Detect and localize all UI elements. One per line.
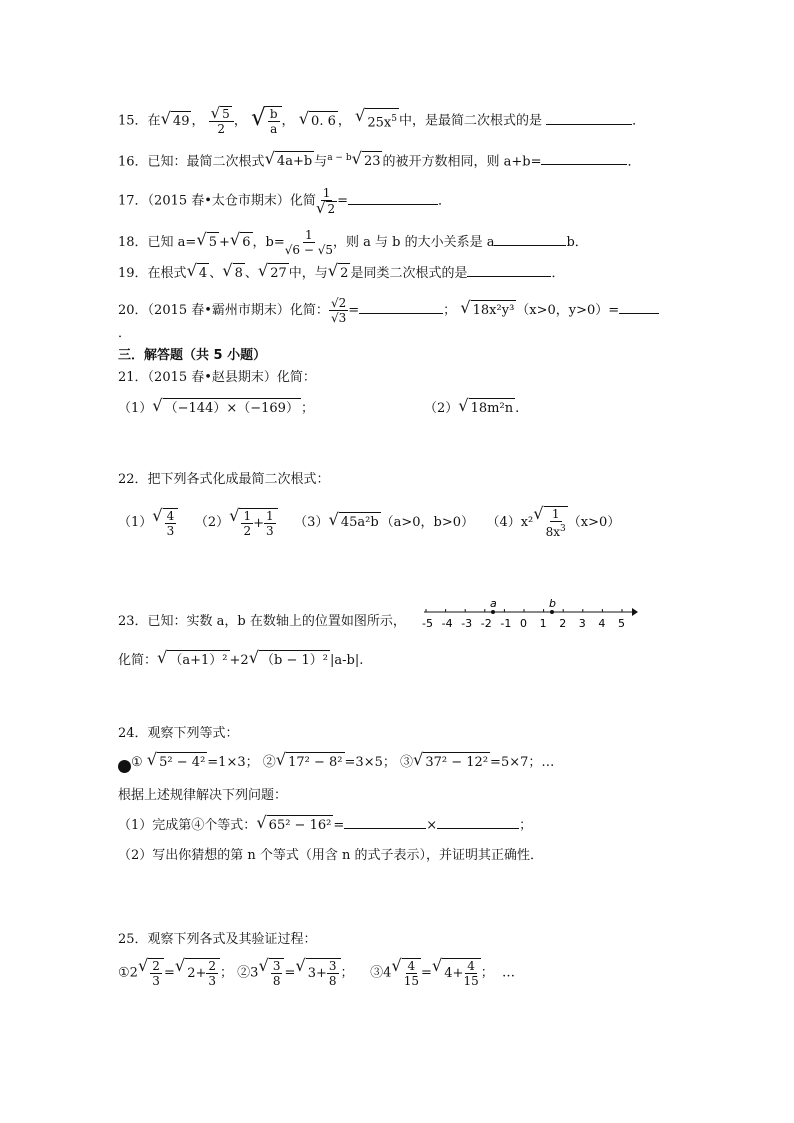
question-25: 25．观察下列各式及其验证过程： — [118, 932, 317, 947]
answer-blank[interactable] — [546, 110, 632, 125]
question-24: 24．观察下列等式： — [118, 726, 239, 741]
answer-blank[interactable] — [348, 190, 438, 205]
answer-blank[interactable] — [437, 814, 519, 829]
label-a: a — [490, 598, 497, 610]
tick-label: -2 — [480, 617, 492, 630]
point-a — [491, 610, 495, 614]
question-23: 23．已知：实数 a，b 在数轴上的位置如图所示， — [118, 614, 406, 629]
question-18: 18．已知 a= √ 5 + √ 6 ，b= $\frac{1}{√6 - √5}$ ，则 a 与 b 的大小关系是 a b． — [118, 228, 588, 257]
question-15: 15．在 √ 49 ， √ 5 2 ， √ $\frac{b}{a}$ ， √ 0. 6 ， √ $25x^5$ 中，是最简二次根式的是 ． — [118, 103, 646, 136]
question-17: 17．（2015 春•太仓市期末）化简 1 √ 2 = ． — [118, 186, 452, 217]
tick-label: -1 — [500, 617, 512, 630]
tick-label: -3 — [461, 617, 473, 630]
answer-blank[interactable] — [541, 150, 627, 165]
tick-label: 3 — [578, 617, 586, 630]
question-21: 21．（2015 春•赵县期末）化简： — [118, 370, 316, 385]
answer-blank[interactable] — [619, 299, 659, 314]
question-20: 20．（2015 春•霸州市期末）化简： $\frac{√2}{√3}$ = ； √ 18x²y³ （x>0，y>0）= — [118, 296, 659, 325]
question-22: 22．把下列各式化成最简二次根式： — [118, 472, 330, 487]
tick-label: 4 — [598, 617, 606, 630]
tick-label: 0 — [520, 617, 527, 630]
label-b: b — [549, 598, 556, 610]
point-b — [550, 610, 554, 614]
section-heading: 三．解答题（共 5 小题） — [118, 348, 267, 363]
tick-label: 5 — [618, 617, 625, 630]
question-16: 16．已知：最简二次根式 √ 4a+b 与$^{a - b}$ √ 23 的被开方数相同，则 a+b= ． — [118, 148, 641, 172]
tick-label: -5 — [422, 617, 433, 630]
answer-blank[interactable] — [344, 814, 426, 829]
tick-label: 1 — [539, 617, 547, 630]
answer-blank[interactable] — [467, 262, 551, 277]
answer-blank[interactable] — [494, 231, 566, 246]
number-line — [418, 598, 638, 630]
answer-blank[interactable] — [359, 299, 443, 314]
tick-label: 2 — [559, 617, 567, 630]
question-19: 19．在根式 √ 4 、 √ 8 、 √ 27 中，与 √ 2 是同类二次根式的是 ． — [118, 262, 564, 284]
q15-number: 15． — [118, 113, 148, 129]
tick-label: -4 — [441, 617, 453, 630]
